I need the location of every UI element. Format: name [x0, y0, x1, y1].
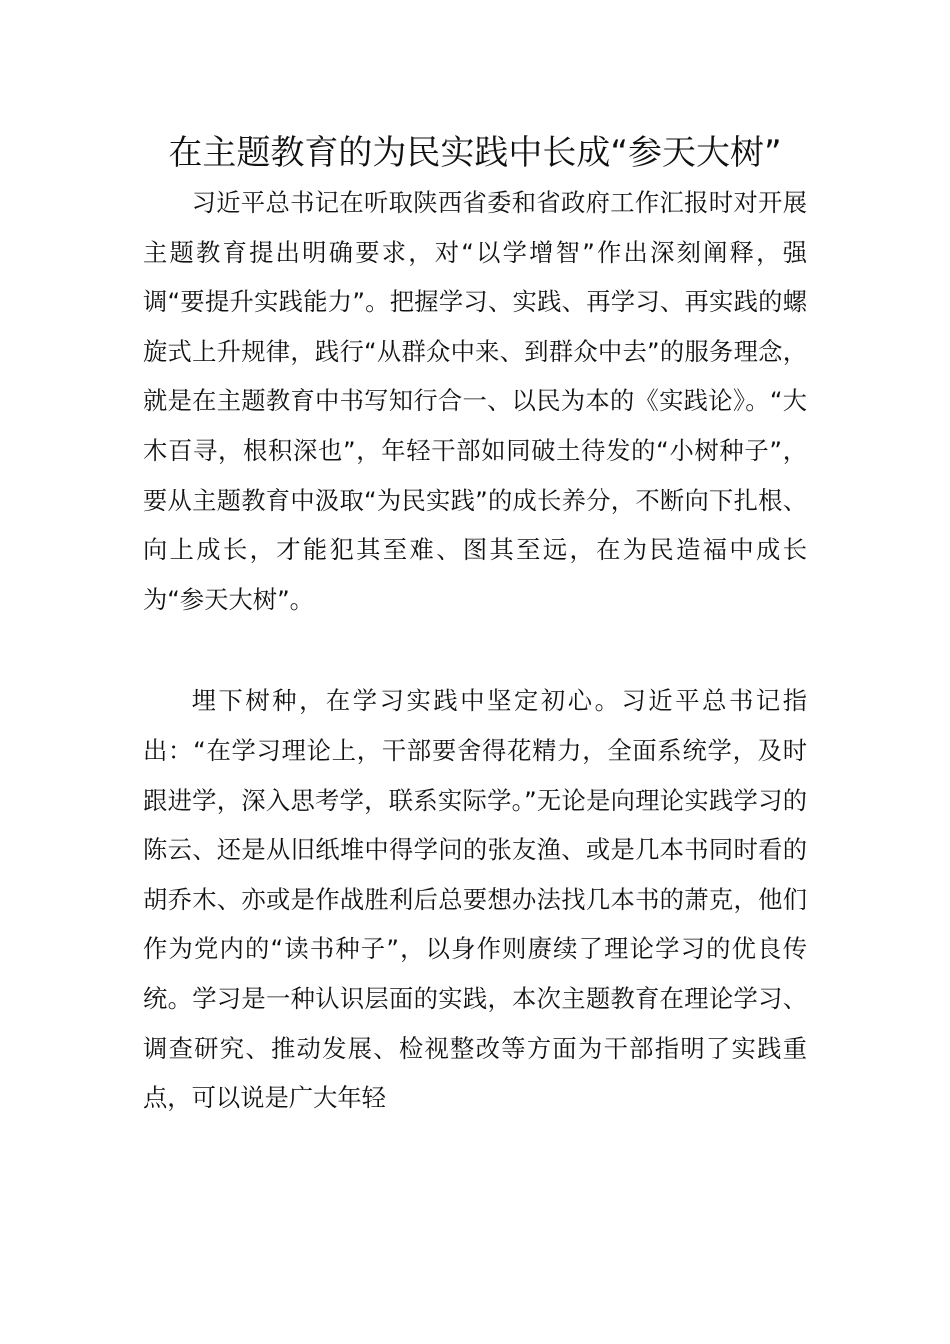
paragraph-intro: 习近平总书记在听取陕西省委和省政府工作汇报时对开展主题教育提出明确要求，对“以学增智”作出深刻阐释，强调“要提升实践能力”。把握学习、实践、再学习、再实践的螺旋式上升规律，践行“从群众中来、到群众中去”的服务理念，就是在主题教育中书写知行合一、以民为本的《实践论》。“大木百寻，根积深也”，年轻干部如同破土待发的“小树种子”，要从主题教育中汲取“为民实践”的成长养分，不断向下扎根、向上成长，才能犯其至难、图其至远，在为民造福中成长为“参天大树”。 [143, 188, 807, 614]
paragraph-section-1: 埋下树种，在学习实践中坚定初心。习近平总书记指出：“在学习理论上，干部要舍得花精力，全面系统学，及时跟进学，深入思考学，联系实际学。”无论是向理论实践学习的陈云、还是从旧纸堆中得学问的张友渔、或是几本书同时看的胡乔木、亦或是作战胜利后总要想办法找几本书的萧克，他们作为党内的“读书种子”，以身作则赓续了理论学习的优良传统。学习是一种认识层面的实践，本次主题教育在理论学习、调查研究、推动发展、检视整改等方面为干部指明了实践重点，可以说是广大年轻 [143, 686, 807, 1113]
paragraph-gap [143, 624, 807, 676]
document-title: 在主题教育的为民实践中长成“参天大树” [168, 133, 782, 173]
document-page [143, 128, 807, 1123]
